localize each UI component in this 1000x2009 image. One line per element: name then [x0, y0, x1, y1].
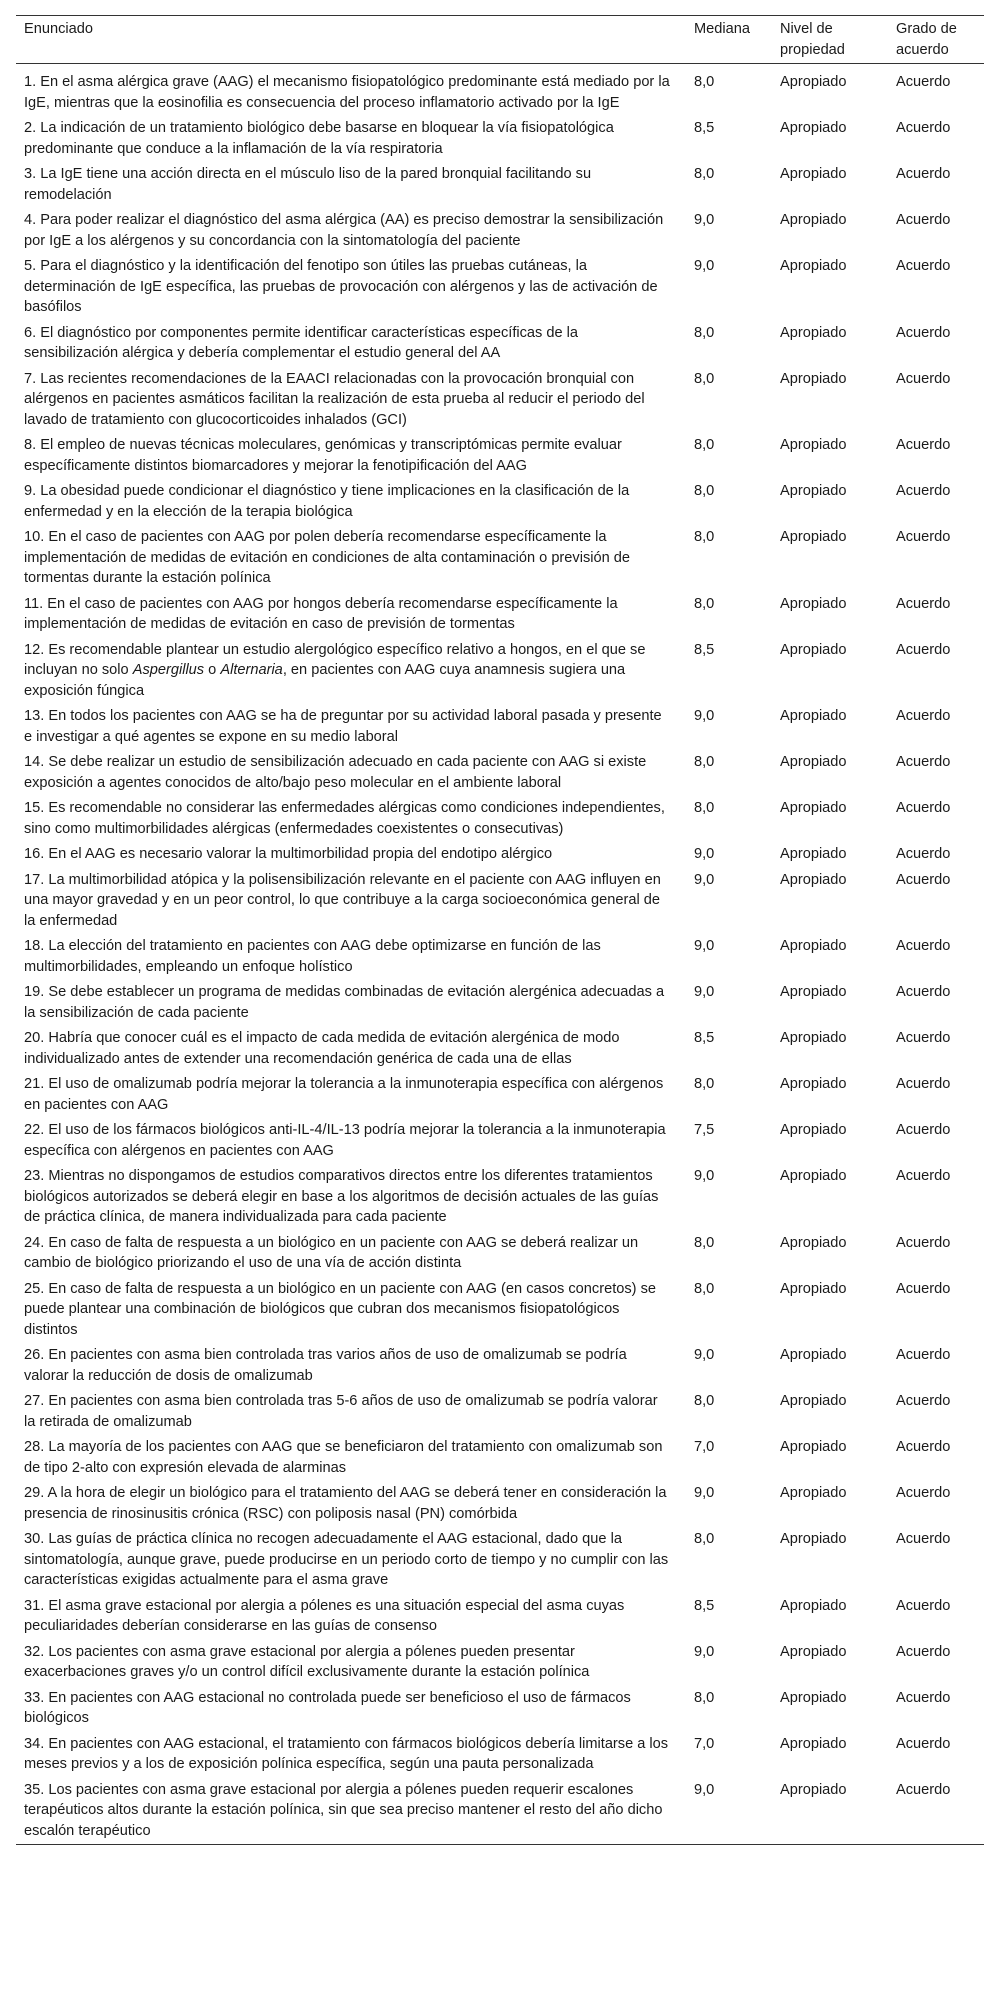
table-row [16, 162, 984, 208]
agreement-cell: Acuerdo [896, 74, 951, 90]
agreement-cell: Acuerdo [896, 1122, 951, 1138]
median-cell: 9,0 [694, 212, 715, 228]
table-row [16, 367, 984, 434]
table-row [16, 842, 984, 868]
statement-cell: 32. Los pacientes con asma grave estacional por alergia a pólenes pueden presentar exacerbaciones graves y/o un control difícil exclusivamente durante la estación polínica [24, 1643, 590, 1680]
median-cell: 9,0 [694, 1643, 715, 1660]
table-row [16, 1343, 984, 1389]
propriety-level-cell: Apropiado [780, 1234, 847, 1251]
statement-text-part: 12. Es recomendable plantear un estudio alergológico específico relativo a hongos, en el que se incluyan no solo [24, 641, 646, 678]
median-cell: 8,0 [694, 324, 715, 341]
agreement-cell: Acuerdo [896, 212, 951, 228]
header-enunciado: Enunciado [24, 21, 93, 37]
statement-cell: 2. La indicación de un tratamiento biológico debe basarse en bloquear la vía fisiopatológica predominante que conduce a la inflamación de la vía respiratoria [24, 120, 614, 157]
agreement-cell: Acuerdo [896, 1439, 951, 1455]
consensus-table-container [16, 15, 984, 1845]
median-cell: 9,0 [694, 1168, 715, 1184]
table-row [16, 64, 984, 117]
propriety-level-cell: Apropiado [780, 437, 847, 453]
median-cell: 8,0 [694, 595, 715, 612]
median-cell: 8,5 [694, 1597, 715, 1614]
median-cell: 8,5 [694, 1030, 715, 1046]
statement-cell: 11. En el caso de pacientes con AAG por hongos debería recomendarse específicamente la implementación de medidas de evitación en caso de previsión de tormentas [24, 595, 618, 632]
agreement-cell: Acuerdo [896, 529, 951, 545]
header-mediana: Mediana [694, 21, 750, 37]
propriety-level-cell: Apropiado [780, 1531, 847, 1547]
propriety-level-cell: Apropiado [780, 800, 847, 816]
statement-cell: 15. Es recomendable no considerar las enfermedades alérgicas como condiciones independientes, sino como multimorbilidades alérgicas (enfermedades coexistentes o consecutivas) [24, 800, 665, 837]
statement-text-part: o [204, 662, 221, 678]
median-cell: 8,0 [694, 1076, 715, 1092]
agreement-cell: Acuerdo [896, 1030, 951, 1046]
agreement-cell: Acuerdo [896, 1781, 951, 1798]
statement-cell: 26. En pacientes con asma bien controlada tras varios años de uso de omalizumab se podría valorar la reducción de dosis de omalizumab [24, 1347, 627, 1384]
agreement-cell: Acuerdo [896, 120, 951, 136]
statement-cell: 35. Los pacientes con asma grave estacional por alergia a pólenes pueden requerir escalones terapéuticos altos durante la estación polínica, sin que sea preciso mantener el resto del año dicho escalón terapéutico [24, 1781, 663, 1839]
median-cell: 9,0 [694, 871, 715, 888]
propriety-level-cell: Apropiado [780, 1689, 847, 1706]
agreement-cell: Acuerdo [896, 437, 951, 453]
agreement-cell: Acuerdo [896, 483, 951, 499]
propriety-level-cell: Apropiado [780, 370, 847, 387]
table-row [16, 479, 984, 525]
median-cell: 8,0 [694, 529, 715, 545]
median-cell: 8,5 [694, 641, 715, 658]
propriety-level-cell: Apropiado [780, 529, 847, 545]
table-row [16, 1778, 984, 1845]
agreement-cell: Acuerdo [896, 324, 951, 341]
statement-cell: 29. A la hora de elegir un biológico para el tratamiento del AAG se deberá tener en consideración la presencia de rinosinusitis crónica (RSC) con poliposis nasal (PN) comórbida [24, 1485, 667, 1522]
table-row [16, 1481, 984, 1527]
agreement-cell: Acuerdo [896, 1597, 951, 1614]
statement-cell: 27. En pacientes con asma bien controlada tras 5-6 años de uso de omalizumab se podría valorar la retirada de omalizumab [24, 1393, 658, 1430]
agreement-cell: Acuerdo [896, 641, 951, 658]
table-row [16, 1732, 984, 1778]
table-row [16, 254, 984, 321]
statement-cell: 17. La multimorbilidad atópica y la polisensibilización relevante en el paciente con AAG influyen en una mayor gravedad y en un peor control, lo que contribuye a la carga socioeconómica general de la enfermedad [24, 871, 661, 929]
propriety-level-cell: Apropiado [780, 1030, 847, 1046]
median-cell: 8,0 [694, 1689, 715, 1706]
median-cell: 7,0 [694, 1439, 715, 1455]
statement-cell: 3. La IgE tiene una acción directa en el músculo liso de la pared bronquial facilitando su remodelación [24, 166, 592, 203]
statement-italic-term: Aspergillus [132, 662, 205, 678]
statement-cell: 7. Las recientes recomendaciones de la EAACI relacionadas con la provocación bronquial con alérgenos en pacientes asmáticos facilitan la realización de esta prueba al reducir el periodo del lavado de tratamiento con glucocorticoides inhalados (GCI) [24, 370, 645, 428]
median-cell: 8,0 [694, 1531, 715, 1547]
table-row [16, 116, 984, 162]
statement-cell [16, 638, 686, 705]
propriety-level-cell: Apropiado [780, 1168, 847, 1184]
median-cell: 9,0 [694, 708, 715, 724]
agreement-cell: Acuerdo [896, 708, 951, 724]
table-row [16, 934, 984, 980]
agreement-cell: Acuerdo [896, 595, 951, 612]
agreement-cell: Acuerdo [896, 846, 951, 862]
agreement-cell: Acuerdo [896, 938, 951, 954]
table-row [16, 868, 984, 935]
agreement-cell: Acuerdo [896, 1280, 951, 1297]
median-cell: 9,0 [694, 1781, 715, 1798]
header-grado-acuerdo: Grado de acuerdo [896, 21, 957, 58]
statement-cell: 9. La obesidad puede condicionar el diagnóstico y tiene implicaciones en la clasificación de la enfermedad y en la elección de la terapia biológica [24, 483, 630, 520]
table-row [16, 1164, 984, 1231]
propriety-level-cell: Apropiado [780, 1280, 847, 1297]
agreement-cell: Acuerdo [896, 1531, 951, 1547]
median-cell: 9,0 [694, 938, 715, 954]
table-row [16, 1118, 984, 1164]
table-row [16, 638, 984, 705]
statement-cell: 19. Se debe establecer un programa de medidas combinadas de evitación alergénica adecuadas a la sensibilización de cada paciente [24, 984, 665, 1021]
agreement-cell: Acuerdo [896, 166, 951, 182]
propriety-level-cell: Apropiado [780, 1076, 847, 1092]
statement-cell: 6. El diagnóstico por componentes permite identificar características específicas de la sensibilización alérgica y debería complementar el estudio general del AA [24, 324, 579, 361]
table-row [16, 1231, 984, 1277]
statement-cell: 1. En el asma alérgica grave (AAG) el mecanismo fisiopatológico predominante está mediado por la IgE, mientras que la eosinofilia es consecuencia del proceso inflamatorio activado por la IgE [24, 74, 670, 111]
propriety-level-cell: Apropiado [780, 74, 847, 90]
table-row [16, 592, 984, 638]
table-row [16, 208, 984, 254]
propriety-level-cell: Apropiado [780, 938, 847, 954]
consensus-table [16, 15, 984, 1845]
statement-cell: 13. En todos los pacientes con AAG se ha de preguntar por su actividad laboral pasada y presente e investigar a qué agentes se expone en su medio laboral [24, 708, 662, 745]
propriety-level-cell: Apropiado [780, 754, 847, 770]
median-cell: 8,0 [694, 74, 715, 90]
median-cell: 8,0 [694, 166, 715, 182]
table-row [16, 1026, 984, 1072]
propriety-level-cell: Apropiado [780, 1735, 847, 1752]
propriety-level-cell: Apropiado [780, 1393, 847, 1409]
median-cell: 8,0 [694, 1234, 715, 1251]
agreement-cell: Acuerdo [896, 258, 951, 274]
median-cell: 9,0 [694, 984, 715, 1000]
statement-cell: 18. La elección del tratamiento en pacientes con AAG debe optimizarse en función de las multimorbilidades, empleando un enfoque holístico [24, 938, 601, 975]
agreement-cell: Acuerdo [896, 370, 951, 387]
table-row [16, 1686, 984, 1732]
agreement-cell: Acuerdo [896, 1347, 951, 1363]
propriety-level-cell: Apropiado [780, 641, 847, 658]
propriety-level-cell: Apropiado [780, 1439, 847, 1455]
median-cell: 9,0 [694, 1347, 715, 1363]
table-row [16, 321, 984, 367]
header-row [16, 16, 984, 64]
propriety-level-cell: Apropiado [780, 166, 847, 182]
table-header [16, 16, 984, 64]
agreement-cell: Acuerdo [896, 1735, 951, 1752]
table-row [16, 1594, 984, 1640]
median-cell: 9,0 [694, 258, 715, 274]
median-cell: 8,0 [694, 370, 715, 387]
table-row [16, 704, 984, 750]
median-cell: 8,0 [694, 437, 715, 453]
statement-cell: 5. Para el diagnóstico y la identificación del fenotipo son útiles las pruebas cutáneas, la determinación de IgE específica, las pruebas de provocación con alérgenos y las de activación de basófilos [24, 258, 658, 315]
agreement-cell: Acuerdo [896, 871, 951, 888]
statement-cell: 28. La mayoría de los pacientes con AAG que se beneficiaron del tratamiento con omalizumab son de tipo 2-alto con expresión elevada de alarminas [24, 1439, 663, 1476]
propriety-level-cell: Apropiado [780, 483, 847, 499]
statement-cell: 14. Se debe realizar un estudio de sensibilización adecuado en cada paciente con AAG si existe exposición a agentes conocidos de alto/bajo peso molecular en el ambiente laboral [24, 754, 647, 791]
statement-cell: 22. El uso de los fármacos biológicos anti-IL-4/IL-13 podría mejorar la tolerancia a la inmunoterapia específica con alérgenos en pacientes con AAG [24, 1122, 666, 1159]
propriety-level-cell: Apropiado [780, 1347, 847, 1363]
statement-cell: 10. En el caso de pacientes con AAG por polen debería recomendarse específicamente la implementación de medidas de evitación en condiciones de alta contaminación o previsión de tormentas durante la estación polínica [24, 529, 631, 586]
propriety-level-cell: Apropiado [780, 120, 847, 136]
agreement-cell: Acuerdo [896, 1076, 951, 1092]
propriety-level-cell: Apropiado [780, 1781, 847, 1798]
statement-cell: 8. El empleo de nuevas técnicas moleculares, genómicas y transcriptómicas permite evaluar específicamente distintos biomarcadores y mejorar la fenotipificación del AAG [24, 437, 622, 474]
statement-cell: 16. En el AAG es necesario valorar la multimorbilidad propia del endotipo alérgico [24, 846, 553, 862]
median-cell: 9,0 [694, 1485, 715, 1501]
statement-cell: 25. En caso de falta de respuesta a un biológico en un paciente con AAG (en casos concretos) se puede plantear una combinación de biológicos que cubran dos mecanismos fisiopatológicos distintos [24, 1280, 656, 1338]
median-cell: 8,0 [694, 483, 715, 499]
statement-italic-term: Alternaria [220, 662, 283, 678]
median-cell: 8,0 [694, 754, 715, 770]
table-row [16, 1389, 984, 1435]
table-row [16, 980, 984, 1026]
agreement-cell: Acuerdo [896, 1485, 951, 1501]
propriety-level-cell: Apropiado [780, 1597, 847, 1614]
agreement-cell: Acuerdo [896, 1689, 951, 1706]
agreement-cell: Acuerdo [896, 1643, 951, 1660]
median-cell: 9,0 [694, 846, 715, 862]
propriety-level-cell: Apropiado [780, 1122, 847, 1138]
propriety-level-cell: Apropiado [780, 324, 847, 341]
table-row [16, 1277, 984, 1344]
median-cell: 7,5 [694, 1122, 715, 1138]
statement-cell: 34. En pacientes con AAG estacional, el tratamiento con fármacos biológicos debería limitarse a los meses previos y a los de exposición polínica específica, según una pauta personalizada [24, 1735, 669, 1772]
table-row [16, 750, 984, 796]
propriety-level-cell: Apropiado [780, 258, 847, 274]
header-nivel-propiedad: Nivel de propiedad [780, 21, 845, 58]
table-row [16, 525, 984, 592]
statement-cell: 31. El asma grave estacional por alergia a pólenes es una situación especial del asma cuyas peculiaridades deberían considerarse en las guías de consenso [24, 1597, 625, 1634]
agreement-cell: Acuerdo [896, 1234, 951, 1251]
median-cell: 7,0 [694, 1735, 715, 1752]
statement-text-part: , en pacientes con AAG cuya anamnesis sugiera una exposición fúngica [24, 662, 626, 699]
propriety-level-cell: Apropiado [780, 984, 847, 1000]
agreement-cell: Acuerdo [896, 754, 951, 770]
propriety-level-cell: Apropiado [780, 595, 847, 612]
propriety-level-cell: Apropiado [780, 708, 847, 724]
propriety-level-cell: Apropiado [780, 871, 847, 888]
propriety-level-cell: Apropiado [780, 1643, 847, 1660]
propriety-level-cell: Apropiado [780, 1485, 847, 1501]
median-cell: 8,5 [694, 120, 715, 136]
table-row [16, 1527, 984, 1594]
table-row [16, 1435, 984, 1481]
statement-cell: 24. En caso de falta de respuesta a un biológico en un paciente con AAG se deberá realizar un cambio de biológico priorizando el uso de una vía de acción distinta [24, 1234, 639, 1271]
table-row [16, 433, 984, 479]
table-row [16, 1072, 984, 1118]
agreement-cell: Acuerdo [896, 1393, 951, 1409]
table-row [16, 1640, 984, 1686]
statement-cell: 4. Para poder realizar el diagnóstico del asma alérgica (AA) es preciso demostrar la sensibilización por IgE a los alérgenos y su concordancia con la sintomatología del paciente [24, 212, 664, 249]
agreement-cell: Acuerdo [896, 800, 951, 816]
propriety-level-cell: Apropiado [780, 846, 847, 862]
statement-cell: 30. Las guías de práctica clínica no recogen adecuadamente el AAG estacional, dado que la sintomatología, aunque grave, puede producirse en un periodo corto de tiempo y no cumplir con las características exigidas actualmente para el asma grave [24, 1531, 669, 1588]
table-row [16, 796, 984, 842]
statement-cell: 21. El uso de omalizumab podría mejorar la tolerancia a la inmunoterapia específica con alérgenos en pacientes con AAG [24, 1076, 664, 1113]
table-body [16, 64, 984, 1845]
agreement-cell: Acuerdo [896, 1168, 951, 1184]
statement-cell: 20. Habría que conocer cuál es el impacto de cada medida de evitación alergénica de modo individualizado antes de extender una recomendación genérica de cada una de ellas [24, 1030, 620, 1067]
median-cell: 8,0 [694, 1393, 715, 1409]
median-cell: 8,0 [694, 800, 715, 816]
statement-cell: 33. En pacientes con AAG estacional no controlada puede ser beneficioso el uso de fármacos biológicos [24, 1689, 631, 1726]
propriety-level-cell: Apropiado [780, 212, 847, 228]
median-cell: 8,0 [694, 1280, 715, 1297]
statement-cell: 23. Mientras no dispongamos de estudios comparativos directos entre los diferentes tratamientos biológicos autorizados se deberá elegir en base a los algoritmos de decisión actuales de las guías de práctica clínica, de manera individualizada para cada paciente [24, 1168, 659, 1225]
agreement-cell: Acuerdo [896, 984, 951, 1000]
